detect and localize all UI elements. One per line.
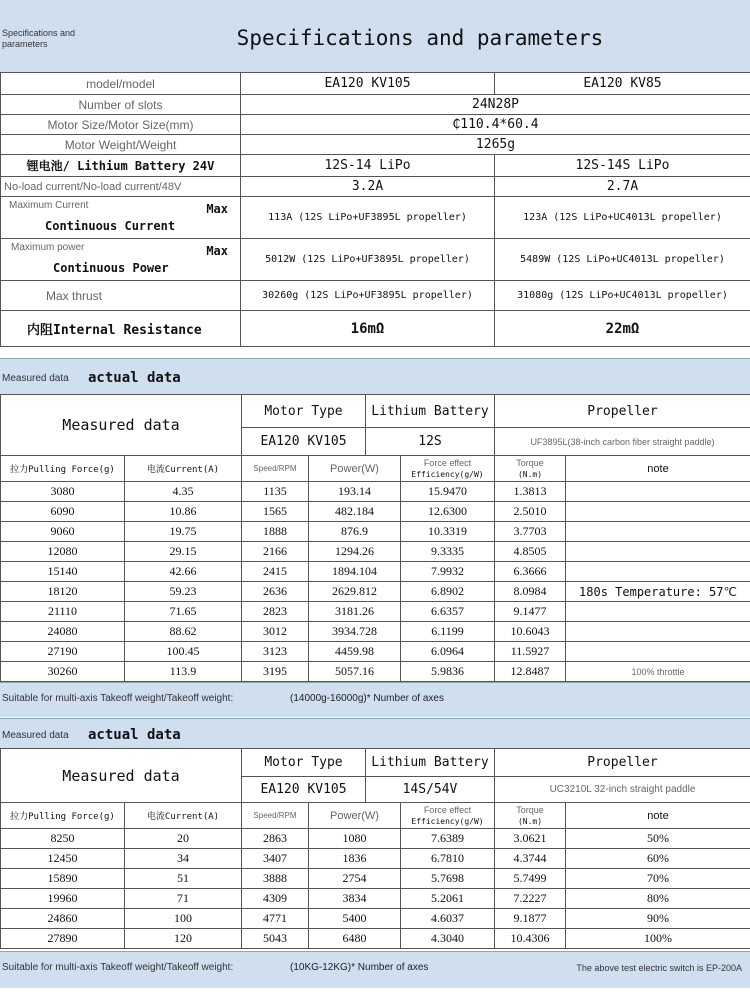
s2-cell-note: 70%: [566, 869, 750, 889]
maxpow-max: Max: [206, 244, 228, 258]
s2-cell-force: 8250: [1, 829, 125, 849]
battery-b: 12S-14S LiPo: [495, 155, 750, 177]
s1-col-torque-bottom: (N.m): [517, 469, 543, 479]
s1-cell-efficiency: 6.0964: [401, 642, 495, 662]
s1-col-efficiency: [401, 456, 495, 482]
s1-cell-power: 3181.26: [309, 602, 401, 622]
s1-col-torque-top: Torque: [516, 457, 544, 468]
maxcur-a: 113A (12S LiPo+UF3895L propeller): [241, 197, 495, 239]
noload-a: 3.2A: [241, 177, 495, 197]
resist-a: 16mΩ: [241, 311, 495, 347]
s1-cell-power: 3934.728: [309, 622, 401, 642]
section2-band-title: actual data: [88, 727, 181, 743]
slots-value: 24N28P: [241, 95, 750, 115]
s1-cell-efficiency: 12.6300: [401, 502, 495, 522]
s2-col-speed: Speed/RPM: [242, 803, 309, 829]
s1-cell-efficiency: 6.8902: [401, 582, 495, 602]
s2-cell-force: 19960: [1, 889, 125, 909]
s1-motor-type-label: Motor Type: [242, 395, 366, 428]
s1-cell-speed: 3012: [242, 622, 309, 642]
s2-cell-note: 50%: [566, 829, 750, 849]
s1-cell-torque: 9.1477: [495, 602, 566, 622]
s1-cell-efficiency: 9.3335: [401, 542, 495, 562]
size-label: Motor Size/Motor Size(mm): [1, 115, 241, 135]
s1-cell-torque: 1.3813: [495, 482, 566, 502]
s1-note-throttle: 100% throttle: [566, 662, 750, 682]
s1-data-row: [1, 562, 750, 582]
spec-row-battery: [1, 155, 750, 177]
s1-cell-force: 6090: [1, 502, 125, 522]
s2-cell-efficiency: 5.7698: [401, 869, 495, 889]
s1-cell-force: 3080: [1, 482, 125, 502]
s2-battery-value: 14S/54V: [366, 777, 495, 803]
s1-cell-power: 1294.26: [309, 542, 401, 562]
s1-note-temperature: 180s Temperature: 57℃: [566, 582, 750, 602]
s1-cell-current: 59.23: [125, 582, 242, 602]
s2-data-row: [1, 909, 750, 929]
maxcur-b: 123A (12S LiPo+UC4013L propeller): [495, 197, 750, 239]
s2-data-row: [1, 849, 750, 869]
s1-cell-power: 1894.104: [309, 562, 401, 582]
s2-motor-type-value: EA120 KV105: [242, 777, 366, 803]
s1-cell-speed: 2415: [242, 562, 309, 582]
s1-data-row: [1, 602, 750, 622]
slots-label: Number of slots: [1, 95, 241, 115]
s1-note-empty: [566, 502, 750, 522]
s1-data-row: [1, 502, 750, 522]
s1-motor-type-value: EA120 KV105: [242, 428, 366, 456]
s2-cell-speed: 2863: [242, 829, 309, 849]
s2-footer-value: (10KG-12KG)* Number of axes: [290, 962, 429, 973]
s2-col-efficiency: [401, 803, 495, 829]
s1-measured-label: Measured data: [1, 395, 242, 456]
s1-cell-torque: 3.7703: [495, 522, 566, 542]
noload-b: 2.7A: [495, 177, 750, 197]
s2-cell-speed: 3888: [242, 869, 309, 889]
s1-note-empty: [566, 602, 750, 622]
s2-cell-torque: 3.0621: [495, 829, 566, 849]
s1-cell-force: 15140: [1, 562, 125, 582]
s2-motor-type-label: Motor Type: [242, 749, 366, 777]
s1-cell-current: 10.86: [125, 502, 242, 522]
s1-cell-force: 30260: [1, 662, 125, 682]
model-b: EA120 KV85: [495, 73, 750, 95]
s2-data-row: [1, 929, 750, 949]
s2-col-current: 电流Current(A): [125, 803, 242, 829]
s1-cell-torque: 2.5010: [495, 502, 566, 522]
s1-cell-current: 42.66: [125, 562, 242, 582]
s1-note-empty: [566, 622, 750, 642]
specs-table: [0, 72, 750, 347]
s1-col-force: 拉力Pulling Force(g): [1, 456, 125, 482]
s1-cell-speed: 2823: [242, 602, 309, 622]
thrust-a: 30260g (12S LiPo+UF3895L propeller): [241, 281, 495, 311]
s1-cell-power: 4459.98: [309, 642, 401, 662]
s2-cell-current: 34: [125, 849, 242, 869]
s2-cell-power: 1080: [309, 829, 401, 849]
s1-data-row: [1, 662, 750, 682]
s2-footer-label: Suitable for multi-axis Takeoff weight/Takeoff weight:: [2, 962, 234, 973]
s1-cell-efficiency: 10.3319: [401, 522, 495, 542]
s1-cell-force: 21110: [1, 602, 125, 622]
s1-col-speed: Speed/RPM: [242, 456, 309, 482]
section1-band-title: actual data: [88, 370, 181, 386]
s1-cell-current: 4.35: [125, 482, 242, 502]
resist-b: 22mΩ: [495, 311, 750, 347]
weight-value: 1265g: [241, 135, 750, 155]
maxpow-label: Continuous Power: [53, 261, 169, 275]
s2-cell-efficiency: 4.3040: [401, 929, 495, 949]
s2-cell-note: 90%: [566, 909, 750, 929]
s1-propeller-value: UF3895L(38-inch carbon fiber straight paddle): [495, 428, 750, 456]
s1-note-empty: [566, 522, 750, 542]
maxcur-cell: [1, 197, 241, 239]
s1-cell-current: 29.15: [125, 542, 242, 562]
s2-cell-torque: 7.2227: [495, 889, 566, 909]
s1-cell-speed: 1135: [242, 482, 309, 502]
s2-cell-force: 12450: [1, 849, 125, 869]
s2-cell-power: 2754: [309, 869, 401, 889]
s2-cell-force: 24860: [1, 909, 125, 929]
section1-data-table: [0, 455, 750, 682]
s2-col-torque-bottom: (N.m): [517, 816, 543, 826]
s2-data-row: [1, 869, 750, 889]
s2-cell-current: 51: [125, 869, 242, 889]
s2-col-force: 拉力Pulling Force(g): [1, 803, 125, 829]
s2-cell-current: 120: [125, 929, 242, 949]
s1-cell-torque: 8.0984: [495, 582, 566, 602]
s2-cell-power: 6480: [309, 929, 401, 949]
spec-row-maxpower: [1, 239, 750, 281]
s2-cell-power: 5400: [309, 909, 401, 929]
s1-propeller-label: Propeller: [495, 395, 750, 428]
s2-cell-note: 100%: [566, 929, 750, 949]
s2-col-eff-top: Force effect: [423, 804, 472, 815]
s2-cell-current: 100: [125, 909, 242, 929]
thrust-label: Max thrust: [1, 281, 241, 311]
spec-row-noload: [1, 177, 750, 197]
s1-cell-efficiency: 5.9836: [401, 662, 495, 682]
s2-footer-note: The above test electric switch is EP-200A: [576, 963, 742, 973]
spec-row-slots: [1, 95, 750, 115]
s1-cell-speed: 1565: [242, 502, 309, 522]
s2-cell-current: 20: [125, 829, 242, 849]
section1-band-small: Measured data: [2, 373, 69, 384]
s2-cell-efficiency: 7.6389: [401, 829, 495, 849]
s1-col-eff-bottom: Efficiency(g/W): [411, 469, 484, 479]
thrust-b: 31080g (12S LiPo+UC4013L propeller): [495, 281, 750, 311]
s1-cell-efficiency: 15.9470: [401, 482, 495, 502]
s1-cell-torque: 6.3666: [495, 562, 566, 582]
s1-cell-speed: 3195: [242, 662, 309, 682]
s1-cell-speed: 3123: [242, 642, 309, 662]
s1-col-power: Power(W): [309, 456, 401, 482]
s1-col-torque: [495, 456, 566, 482]
s2-col-note: note: [566, 803, 750, 829]
s2-cell-note: 60%: [566, 849, 750, 869]
s1-note-empty: [566, 642, 750, 662]
s1-data-row: [1, 482, 750, 502]
s2-body: [1, 829, 750, 949]
s1-data-row: [1, 522, 750, 542]
s2-col-torque-top: Torque: [516, 804, 544, 815]
s2-cell-speed: 3407: [242, 849, 309, 869]
maxpow-small: Maximum power: [11, 242, 85, 253]
s1-column-header: [1, 456, 750, 482]
s1-note-empty: [566, 542, 750, 562]
s2-cell-torque: 9.1877: [495, 909, 566, 929]
s2-cell-speed: 4771: [242, 909, 309, 929]
s1-cell-current: 100.45: [125, 642, 242, 662]
spec-row-maxcurrent: [1, 197, 750, 239]
s1-cell-current: 71.65: [125, 602, 242, 622]
s1-cell-force: 24080: [1, 622, 125, 642]
section1-header-table: [0, 394, 750, 456]
s1-cell-torque: 11.5927: [495, 642, 566, 662]
spec-row-size: [1, 115, 750, 135]
s2-column-header: [1, 803, 750, 829]
s1-col-eff-top: Force effect: [423, 457, 472, 468]
s2-battery-label: Lithium Battery: [366, 749, 495, 777]
model-label: model/model: [1, 73, 241, 95]
noload-label: No-load current/No-load current/48V: [1, 177, 241, 197]
s2-cell-speed: 4309: [242, 889, 309, 909]
resist-label: 内阻Internal Resistance: [1, 311, 241, 347]
maxpow-a: 5012W (12S LiPo+UF3895L propeller): [241, 239, 495, 281]
battery-a: 12S-14 LiPo: [241, 155, 495, 177]
s2-cell-speed: 5043: [242, 929, 309, 949]
s2-cell-note: 80%: [566, 889, 750, 909]
spec-row-weight: [1, 135, 750, 155]
s2-data-row: [1, 829, 750, 849]
s2-cell-efficiency: 5.2061: [401, 889, 495, 909]
s1-battery-value: 12S: [366, 428, 495, 456]
section2-band-small: Measured data: [2, 730, 69, 741]
s1-data-row: [1, 622, 750, 642]
weight-label: Motor Weight/Weight: [1, 135, 241, 155]
s2-propeller-value: UC3210L 32-inch straight paddle: [495, 777, 750, 803]
s1-note-empty: [566, 562, 750, 582]
s1-cell-force: 18120: [1, 582, 125, 602]
spec-row-model: [1, 73, 750, 95]
s1-cell-torque: 10.6043: [495, 622, 566, 642]
size-value: ₵110.4*60.4: [241, 115, 750, 135]
s1-cell-torque: 12.8487: [495, 662, 566, 682]
model-a: EA120 KV105: [241, 73, 495, 95]
spec-row-resistance: [1, 311, 750, 347]
s1-cell-power: 876.9: [309, 522, 401, 542]
s1-data-row: [1, 542, 750, 562]
header-left-label: Specifications and parameters: [2, 28, 76, 49]
s1-cell-power: 482.184: [309, 502, 401, 522]
s1-cell-speed: 1888: [242, 522, 309, 542]
s1-battery-label: Lithium Battery: [366, 395, 495, 428]
s1-cell-power: 2629.812: [309, 582, 401, 602]
s2-cell-torque: 5.7499: [495, 869, 566, 889]
s2-cell-force: 27890: [1, 929, 125, 949]
section2-header-table: [0, 748, 750, 803]
s1-cell-torque: 4.8505: [495, 542, 566, 562]
maxpow-b: 5489W (12S LiPo+UC4013L propeller): [495, 239, 750, 281]
s2-cell-efficiency: 6.7810: [401, 849, 495, 869]
s1-col-current: 电流Current(A): [125, 456, 242, 482]
s1-cell-speed: 2166: [242, 542, 309, 562]
s1-footer-label: Suitable for multi-axis Takeoff weight/Takeoff weight:: [2, 693, 234, 704]
s2-col-power: Power(W): [309, 803, 401, 829]
battery-label: 锂电池/ Lithium Battery 24V: [1, 155, 241, 177]
maxcur-label: Continuous Current: [45, 219, 176, 233]
s1-footer-value: (14000g-16000g)* Number of axes: [290, 693, 444, 704]
s1-cell-efficiency: 7.9932: [401, 562, 495, 582]
s2-cell-current: 71: [125, 889, 242, 909]
s1-cell-current: 19.75: [125, 522, 242, 542]
s1-data-row: [1, 582, 750, 602]
s2-cell-power: 1836: [309, 849, 401, 869]
s1-cell-efficiency: 6.6357: [401, 602, 495, 622]
maxpow-cell: [1, 239, 241, 281]
s2-propeller-label: Propeller: [495, 749, 750, 777]
s2-col-torque: [495, 803, 566, 829]
s1-cell-speed: 2636: [242, 582, 309, 602]
s1-cell-efficiency: 6.1199: [401, 622, 495, 642]
s1-cell-power: 5057.16: [309, 662, 401, 682]
s1-cell-force: 12080: [1, 542, 125, 562]
s2-data-row: [1, 889, 750, 909]
s2-cell-efficiency: 4.6037: [401, 909, 495, 929]
maxcur-small: Maximum Current: [9, 200, 89, 211]
s1-note-empty: [566, 482, 750, 502]
s1-cell-power: 193.14: [309, 482, 401, 502]
s1-body: [1, 482, 750, 682]
spec-row-thrust: [1, 281, 750, 311]
s2-cell-power: 3834: [309, 889, 401, 909]
s2-cell-force: 15890: [1, 869, 125, 889]
s1-cell-force: 9060: [1, 522, 125, 542]
section2-data-table: [0, 802, 750, 949]
s1-col-note: note: [566, 456, 750, 482]
s2-cell-torque: 10.4306: [495, 929, 566, 949]
s1-data-row: [1, 642, 750, 662]
s1-cell-current: 113.9: [125, 662, 242, 682]
maxcur-max: Max: [206, 202, 228, 216]
s1-cell-force: 27190: [1, 642, 125, 662]
s2-cell-torque: 4.3744: [495, 849, 566, 869]
s2-measured-label: Measured data: [1, 749, 242, 803]
page-title: Specifications and parameters: [236, 26, 604, 50]
s1-cell-current: 88.62: [125, 622, 242, 642]
s2-col-eff-bottom: Efficiency(g/W): [411, 816, 484, 826]
